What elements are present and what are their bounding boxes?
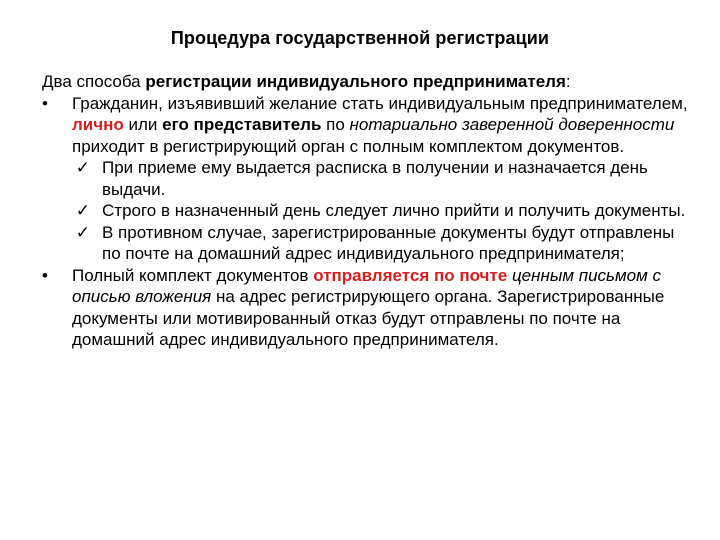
bullet1-text-4: приходит в регистрирующий орган с полным комплектом документов. (72, 136, 625, 156)
slide-title: Процедура государственной регистрации (170, 28, 550, 48)
intro-bold: регистрации индивидуального предпринимателя (145, 72, 566, 91)
bullet-icon: • (42, 265, 48, 285)
sub-item-1 (72, 157, 692, 200)
bullet1-italic-text: нотариально заверенной доверенности (349, 115, 675, 134)
sub-item-2 (72, 200, 692, 222)
check-icon: ✓ (75, 158, 90, 177)
slide-body (42, 71, 692, 351)
bullet-item-1 (42, 93, 692, 158)
sub-item-text: В противном случае, зарегистрированные документы будут отправлены по почте на домашний адрес индивидуального предпринимателя; (102, 222, 675, 263)
bullet1-text-3: по (321, 115, 350, 134)
check-icon: ✓ (75, 222, 90, 242)
bullet1-red-text: лично (72, 115, 124, 134)
sub-item-text: Строго в назначенный день следует лично прийти и получить документы. (102, 201, 686, 220)
bullet2-text-1: Полный комплект документов (72, 265, 314, 285)
check-icon: ✓ (75, 201, 90, 220)
intro-suffix: : (565, 72, 571, 91)
bullet2-italic-text: ценным письмом с описью вложения (72, 265, 661, 306)
intro-line (42, 71, 692, 93)
sub-item-3 (72, 222, 692, 265)
bullet-item-2 (42, 265, 692, 351)
bullet1-text-1: Гражданин, изъявивший желание стать индивидуальным предпринимателем, (72, 93, 688, 113)
bullet-icon: • (42, 93, 48, 113)
bullet2-text-3: на адрес регистрирующего органа. Зарегистрированные документы или мотивированный отказ будут отправлены по почте на домашний адрес индивидуального предпринимателя. (72, 287, 665, 349)
sub-item-text: При приеме ему выдается расписка в получении и назначается день выдачи. (102, 158, 648, 199)
bullet1-text-2: или (123, 115, 163, 134)
intro-prefix: Два способа (42, 72, 146, 91)
bullet2-red-text: отправляется по почте (313, 265, 508, 285)
bullet1-bold-text: его представитель (162, 115, 322, 134)
